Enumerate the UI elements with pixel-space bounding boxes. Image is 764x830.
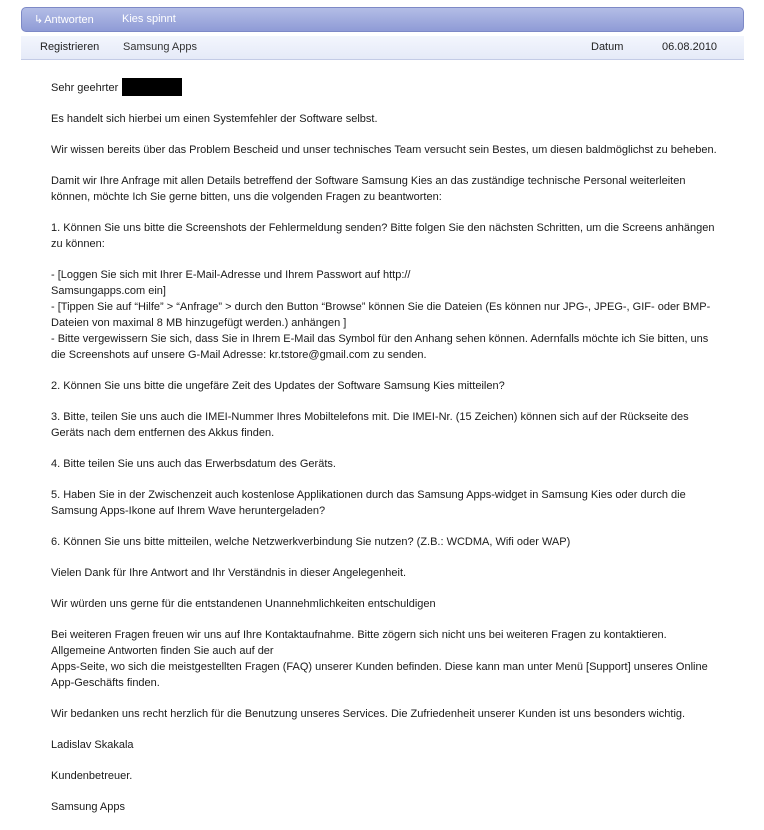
reply-arrow-icon: ↳: [34, 14, 44, 26]
question-5: 5. Haben Sie in der Zwischenzeit auch kostenlose Applikationen durch das Samsung Apps-widget in Samsung Kies oder durch die Samsung Apps-Ikone auf Ihrem Wave heruntergeladen?: [51, 489, 686, 517]
paragraph: Wir wissen bereits über das Problem Bescheid und unser technisches Team versucht sein Bestes, um diesen baldmöglichst zu beheben.: [51, 144, 717, 156]
question-4: 4. Bitte teilen Sie uns auch das Erwerbsdatum des Geräts.: [51, 458, 336, 470]
step-1b: Samsungapps.com ein]: [51, 285, 166, 297]
question-2: 2. Können Sie uns bitte die ungefäre Zeit des Updates der Software Samsung Kies mitteilen?: [51, 380, 505, 392]
apology-paragraph: Wir würden uns gerne für die entstandenen Unannehmlichkeiten entschuldigen: [51, 598, 436, 610]
step-2: - [Tippen Sie auf “Hilfe” > “Anfrage” > durch den Button “Browse” können Sie die Dateien (Es können nur JPG-, JPEG-, GIF- oder BMP-Dateien von maximal 8 MB hinzugefügt werden.) anhängen ]: [51, 301, 711, 329]
steps-block: [51, 267, 721, 363]
step-3: - Bitte vergewissern Sie sich, dass Sie in Ihrem E-Mail das Symbol für den Anhang sehen können. Adernfalls möchte ich Sie bitten, uns die Screenshots auf unsere G-Mail Adresse: kr.tstore@gmail.com zu senden.: [51, 333, 709, 361]
date-label: Datum: [591, 41, 624, 53]
message-subject: Kies spinnt: [122, 13, 176, 25]
question-1: 1. Können Sie uns bitte die Screenshots der Fehlermeldung senden? Bitte folgen Sie den nächsten Schritten, um die Screens anhängen zu können:: [51, 222, 715, 250]
further-1: Bei weiteren Fragen freuen wir uns auf Ihre Kontaktaufnahme. Bitte zögern sich nicht uns bei weiteren Fragen zu kontaktieren.: [51, 629, 667, 641]
message-meta-bar: [21, 36, 744, 60]
paragraph: Damit wir Ihre Anfrage mit allen Details betreffend der Software Samsung Kies an das zuständige technische Personal weiterleiten können, möchte Ich Sie gerne bitten, uns die volgenden Fragen zu beantworten:: [51, 175, 686, 203]
question-3: 3. Bitte, teilen Sie uns auch die IMEI-Nummer Ihres Mobiltelefons mit. Die IMEI-Nr. (15 Zeichen) können sich auf der Rückseite des Geräts nach dem entfernen des Akkus finden.: [51, 411, 689, 439]
paragraph: Es handelt sich hierbei um einen Systemfehler der Software selbst.: [51, 113, 378, 125]
signature-name: Ladislav Skakala: [51, 739, 134, 751]
redacted-name: [122, 78, 182, 96]
message-type: Registrieren: [40, 41, 100, 53]
message-sender: Samsung Apps: [123, 41, 197, 53]
question-6: 6. Können Sie uns bitte mitteilen, welche Netzwerkverbindung Sie nutzen? (Z.B.: WCDMA, Wifi oder WAP): [51, 536, 571, 548]
message-body: [51, 78, 721, 830]
greeting-line: [51, 78, 721, 96]
thanks-paragraph: Vielen Dank für Ihre Antwort and Ihr Verständnis in dieser Angelegenheit.: [51, 567, 407, 579]
greeting: Sehr geehrter: [51, 82, 119, 94]
reply-label: Antworten: [44, 14, 94, 26]
reply-button[interactable]: [34, 13, 94, 26]
further-2: Allgemeine Antworten finden Sie auch auf der: [51, 645, 274, 657]
message-header-bar: [21, 7, 744, 32]
step-1a: - [Loggen Sie sich mit Ihrer E-Mail-Adresse und Ihrem Passwort auf http://: [51, 269, 411, 281]
signature-role: Kundenbetreuer.: [51, 770, 133, 782]
further-block: [51, 627, 721, 691]
further-3: Apps-Seite, wo sich die meistgestellten Fragen (FAQ) unserer Kunden befinden. Diese kann man unter Menü [Support] unseres Online App-Geschäfts finden.: [51, 661, 708, 689]
closing-paragraph: Wir bedanken uns recht herzlich für die Benutzung unseres Services. Die Zufriedenheit unserer Kunden ist uns besonders wichtig.: [51, 708, 686, 720]
signature-company: Samsung Apps: [51, 801, 125, 813]
date-value: 06.08.2010: [662, 41, 718, 53]
